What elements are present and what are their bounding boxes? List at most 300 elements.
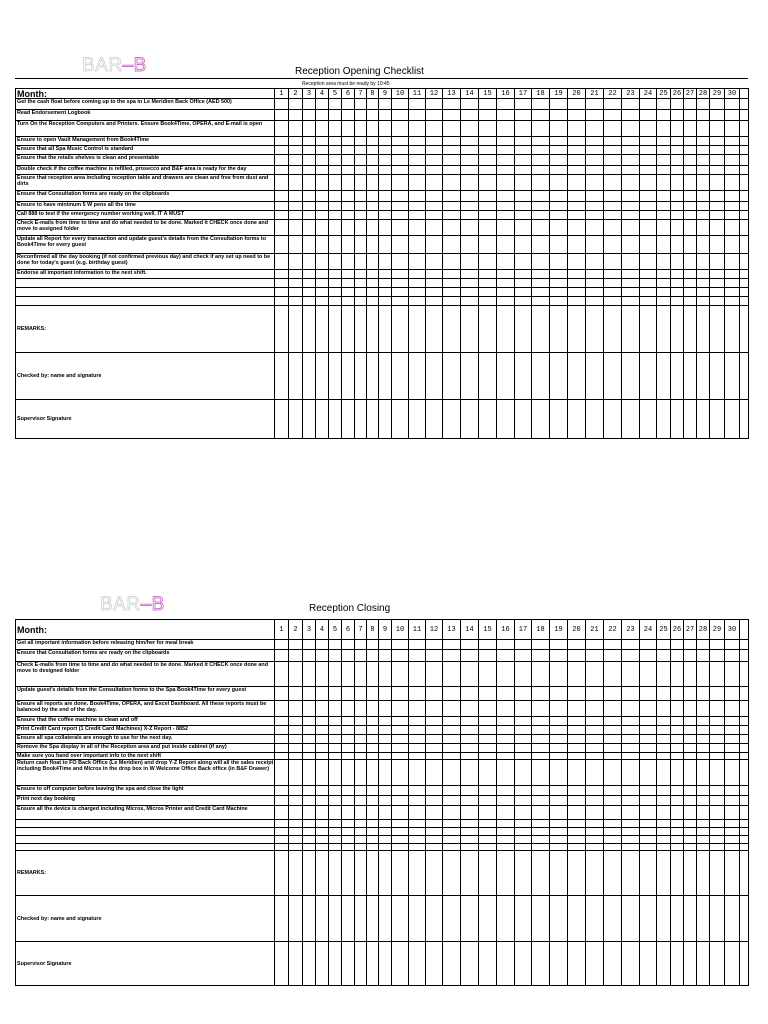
closing-check-cell[interactable] bbox=[586, 650, 604, 662]
opening-sign-cell[interactable] bbox=[342, 353, 355, 400]
opening-check-cell[interactable] bbox=[604, 202, 622, 211]
closing-check-cell[interactable] bbox=[710, 726, 725, 735]
closing-check-cell[interactable] bbox=[316, 650, 329, 662]
closing-check-cell[interactable] bbox=[289, 753, 303, 760]
opening-check-cell[interactable] bbox=[497, 155, 515, 166]
closing-check-cell[interactable] bbox=[622, 844, 640, 851]
opening-check-cell[interactable] bbox=[316, 288, 329, 297]
opening-check-cell[interactable] bbox=[479, 297, 497, 306]
opening-check-cell[interactable] bbox=[497, 202, 515, 211]
opening-check-cell[interactable] bbox=[479, 146, 497, 155]
closing-sign-cell[interactable] bbox=[367, 942, 379, 986]
closing-check-cell[interactable] bbox=[684, 650, 697, 662]
closing-check-cell[interactable] bbox=[515, 844, 532, 851]
closing-sign-cell[interactable] bbox=[671, 896, 684, 942]
opening-check-cell[interactable] bbox=[568, 110, 586, 121]
closing-check-cell[interactable] bbox=[684, 760, 697, 786]
closing-check-cell[interactable] bbox=[367, 836, 379, 844]
closing-check-cell[interactable] bbox=[604, 744, 622, 753]
opening-check-cell[interactable] bbox=[443, 191, 461, 202]
opening-check-cell[interactable] bbox=[740, 175, 749, 191]
closing-check-cell[interactable] bbox=[710, 828, 725, 836]
closing-sign-cell[interactable] bbox=[657, 942, 671, 986]
closing-sign-cell[interactable] bbox=[355, 851, 367, 896]
opening-check-cell[interactable] bbox=[740, 166, 749, 175]
opening-check-cell[interactable] bbox=[355, 288, 367, 297]
opening-check-cell[interactable] bbox=[409, 155, 426, 166]
opening-check-cell[interactable] bbox=[622, 155, 640, 166]
opening-check-cell[interactable] bbox=[586, 121, 604, 137]
closing-check-cell[interactable] bbox=[657, 662, 671, 687]
closing-check-cell[interactable] bbox=[443, 806, 461, 820]
closing-check-cell[interactable] bbox=[379, 640, 392, 650]
opening-check-cell[interactable] bbox=[379, 270, 392, 279]
closing-check-cell[interactable] bbox=[316, 640, 329, 650]
closing-check-cell[interactable] bbox=[316, 844, 329, 851]
opening-check-cell[interactable] bbox=[379, 211, 392, 220]
closing-check-cell[interactable] bbox=[367, 735, 379, 744]
closing-check-cell[interactable] bbox=[640, 650, 657, 662]
opening-check-cell[interactable] bbox=[640, 202, 657, 211]
closing-check-cell[interactable] bbox=[550, 640, 568, 650]
closing-check-cell[interactable] bbox=[532, 726, 550, 735]
opening-check-cell[interactable] bbox=[392, 166, 409, 175]
closing-check-cell[interactable] bbox=[671, 806, 684, 820]
opening-check-cell[interactable] bbox=[355, 146, 367, 155]
opening-check-cell[interactable] bbox=[355, 155, 367, 166]
closing-check-cell[interactable] bbox=[740, 786, 749, 796]
opening-check-cell[interactable] bbox=[379, 288, 392, 297]
closing-check-cell[interactable] bbox=[622, 662, 640, 687]
opening-check-cell[interactable] bbox=[379, 220, 392, 236]
opening-check-cell[interactable] bbox=[342, 110, 355, 121]
closing-check-cell[interactable] bbox=[497, 828, 515, 836]
opening-check-cell[interactable] bbox=[316, 137, 329, 146]
opening-check-cell[interactable] bbox=[355, 137, 367, 146]
closing-check-cell[interactable] bbox=[697, 786, 710, 796]
opening-check-cell[interactable] bbox=[622, 99, 640, 110]
closing-check-cell[interactable] bbox=[657, 836, 671, 844]
closing-check-cell[interactable] bbox=[697, 701, 710, 717]
opening-check-cell[interactable] bbox=[275, 99, 289, 110]
opening-check-cell[interactable] bbox=[640, 146, 657, 155]
closing-sign-cell[interactable] bbox=[379, 851, 392, 896]
opening-check-cell[interactable] bbox=[367, 279, 379, 288]
opening-check-cell[interactable] bbox=[515, 137, 532, 146]
opening-check-cell[interactable] bbox=[275, 155, 289, 166]
opening-check-cell[interactable] bbox=[443, 175, 461, 191]
closing-check-cell[interactable] bbox=[657, 844, 671, 851]
closing-check-cell[interactable] bbox=[379, 836, 392, 844]
closing-check-cell[interactable] bbox=[740, 796, 749, 806]
closing-check-cell[interactable] bbox=[289, 828, 303, 836]
opening-check-cell[interactable] bbox=[550, 297, 568, 306]
closing-check-cell[interactable] bbox=[640, 786, 657, 796]
closing-check-cell[interactable] bbox=[392, 844, 409, 851]
opening-check-cell[interactable] bbox=[740, 254, 749, 270]
opening-sign-cell[interactable] bbox=[479, 400, 497, 439]
opening-check-cell[interactable] bbox=[289, 191, 303, 202]
opening-check-cell[interactable] bbox=[640, 220, 657, 236]
closing-check-cell[interactable] bbox=[657, 735, 671, 744]
opening-check-cell[interactable] bbox=[740, 137, 749, 146]
closing-check-cell[interactable] bbox=[367, 640, 379, 650]
opening-check-cell[interactable] bbox=[367, 211, 379, 220]
opening-check-cell[interactable] bbox=[461, 211, 479, 220]
opening-check-cell[interactable] bbox=[725, 202, 740, 211]
opening-check-cell[interactable] bbox=[604, 175, 622, 191]
opening-sign-cell[interactable] bbox=[568, 353, 586, 400]
closing-sign-cell[interactable] bbox=[367, 851, 379, 896]
closing-check-cell[interactable] bbox=[461, 753, 479, 760]
opening-sign-cell[interactable] bbox=[550, 306, 568, 353]
closing-check-cell[interactable] bbox=[355, 760, 367, 786]
opening-check-cell[interactable] bbox=[622, 175, 640, 191]
closing-check-cell[interactable] bbox=[289, 744, 303, 753]
closing-sign-cell[interactable] bbox=[568, 942, 586, 986]
closing-check-cell[interactable] bbox=[671, 744, 684, 753]
opening-check-cell[interactable] bbox=[622, 236, 640, 254]
closing-check-cell[interactable] bbox=[443, 820, 461, 828]
closing-check-cell[interactable] bbox=[379, 760, 392, 786]
closing-check-cell[interactable] bbox=[604, 796, 622, 806]
opening-check-cell[interactable] bbox=[710, 202, 725, 211]
closing-check-cell[interactable] bbox=[497, 735, 515, 744]
closing-check-cell[interactable] bbox=[515, 806, 532, 820]
opening-check-cell[interactable] bbox=[367, 236, 379, 254]
closing-check-cell[interactable] bbox=[355, 717, 367, 726]
closing-check-cell[interactable] bbox=[550, 717, 568, 726]
closing-check-cell[interactable] bbox=[568, 806, 586, 820]
opening-check-cell[interactable] bbox=[622, 137, 640, 146]
opening-check-cell[interactable] bbox=[289, 211, 303, 220]
closing-check-cell[interactable] bbox=[550, 735, 568, 744]
opening-check-cell[interactable] bbox=[303, 279, 316, 288]
opening-check-cell[interactable] bbox=[367, 121, 379, 137]
closing-sign-cell[interactable] bbox=[379, 942, 392, 986]
opening-check-cell[interactable] bbox=[329, 175, 342, 191]
closing-check-cell[interactable] bbox=[697, 796, 710, 806]
opening-check-cell[interactable] bbox=[329, 146, 342, 155]
closing-check-cell[interactable] bbox=[568, 650, 586, 662]
opening-check-cell[interactable] bbox=[725, 254, 740, 270]
closing-check-cell[interactable] bbox=[316, 828, 329, 836]
opening-check-cell[interactable] bbox=[697, 110, 710, 121]
opening-check-cell[interactable] bbox=[740, 220, 749, 236]
opening-check-cell[interactable] bbox=[710, 191, 725, 202]
opening-check-cell[interactable] bbox=[329, 211, 342, 220]
opening-check-cell[interactable] bbox=[725, 211, 740, 220]
closing-check-cell[interactable] bbox=[342, 786, 355, 796]
closing-check-cell[interactable] bbox=[275, 753, 289, 760]
opening-check-cell[interactable] bbox=[409, 99, 426, 110]
closing-check-cell[interactable] bbox=[710, 844, 725, 851]
closing-check-cell[interactable] bbox=[657, 687, 671, 701]
opening-check-cell[interactable] bbox=[367, 202, 379, 211]
closing-check-cell[interactable] bbox=[640, 753, 657, 760]
closing-check-cell[interactable] bbox=[725, 828, 740, 836]
opening-check-cell[interactable] bbox=[550, 279, 568, 288]
opening-check-cell[interactable] bbox=[684, 155, 697, 166]
closing-check-cell[interactable] bbox=[725, 701, 740, 717]
closing-sign-cell[interactable] bbox=[515, 896, 532, 942]
closing-check-cell[interactable] bbox=[532, 806, 550, 820]
opening-check-cell[interactable] bbox=[515, 121, 532, 137]
closing-check-cell[interactable] bbox=[725, 640, 740, 650]
opening-check-cell[interactable] bbox=[342, 211, 355, 220]
closing-check-cell[interactable] bbox=[532, 844, 550, 851]
opening-check-cell[interactable] bbox=[604, 254, 622, 270]
opening-check-cell[interactable] bbox=[275, 211, 289, 220]
opening-check-cell[interactable] bbox=[342, 121, 355, 137]
opening-check-cell[interactable] bbox=[275, 220, 289, 236]
opening-check-cell[interactable] bbox=[443, 121, 461, 137]
opening-check-cell[interactable] bbox=[329, 99, 342, 110]
closing-check-cell[interactable] bbox=[550, 650, 568, 662]
closing-check-cell[interactable] bbox=[392, 820, 409, 828]
opening-check-cell[interactable] bbox=[329, 137, 342, 146]
closing-check-cell[interactable] bbox=[515, 828, 532, 836]
opening-check-cell[interactable] bbox=[515, 175, 532, 191]
closing-check-cell[interactable] bbox=[289, 820, 303, 828]
closing-check-cell[interactable] bbox=[697, 844, 710, 851]
closing-sign-cell[interactable] bbox=[684, 942, 697, 986]
closing-check-cell[interactable] bbox=[657, 796, 671, 806]
opening-check-cell[interactable] bbox=[532, 202, 550, 211]
opening-check-cell[interactable] bbox=[367, 297, 379, 306]
opening-sign-cell[interactable] bbox=[622, 400, 640, 439]
closing-check-cell[interactable] bbox=[461, 726, 479, 735]
closing-check-cell[interactable] bbox=[379, 844, 392, 851]
opening-check-cell[interactable] bbox=[725, 279, 740, 288]
opening-check-cell[interactable] bbox=[684, 99, 697, 110]
opening-check-cell[interactable] bbox=[329, 202, 342, 211]
opening-check-cell[interactable] bbox=[532, 146, 550, 155]
closing-check-cell[interactable] bbox=[303, 650, 316, 662]
closing-check-cell[interactable] bbox=[532, 744, 550, 753]
opening-check-cell[interactable] bbox=[671, 166, 684, 175]
closing-check-cell[interactable] bbox=[622, 820, 640, 828]
opening-check-cell[interactable] bbox=[497, 211, 515, 220]
closing-check-cell[interactable] bbox=[515, 726, 532, 735]
closing-sign-cell[interactable] bbox=[497, 942, 515, 986]
closing-check-cell[interactable] bbox=[355, 753, 367, 760]
opening-check-cell[interactable] bbox=[640, 110, 657, 121]
opening-check-cell[interactable] bbox=[640, 279, 657, 288]
closing-check-cell[interactable] bbox=[684, 753, 697, 760]
closing-check-cell[interactable] bbox=[426, 828, 443, 836]
opening-check-cell[interactable] bbox=[604, 220, 622, 236]
closing-sign-cell[interactable] bbox=[289, 942, 303, 986]
opening-check-cell[interactable] bbox=[684, 211, 697, 220]
closing-sign-cell[interactable] bbox=[275, 942, 289, 986]
closing-check-cell[interactable] bbox=[740, 701, 749, 717]
closing-check-cell[interactable] bbox=[550, 753, 568, 760]
closing-check-cell[interactable] bbox=[684, 726, 697, 735]
opening-sign-cell[interactable] bbox=[515, 353, 532, 400]
closing-check-cell[interactable] bbox=[379, 735, 392, 744]
closing-check-cell[interactable] bbox=[568, 640, 586, 650]
closing-check-cell[interactable] bbox=[289, 786, 303, 796]
opening-check-cell[interactable] bbox=[497, 297, 515, 306]
opening-check-cell[interactable] bbox=[303, 146, 316, 155]
opening-check-cell[interactable] bbox=[697, 99, 710, 110]
opening-check-cell[interactable] bbox=[568, 236, 586, 254]
closing-sign-cell[interactable] bbox=[329, 896, 342, 942]
opening-check-cell[interactable] bbox=[568, 121, 586, 137]
closing-check-cell[interactable] bbox=[355, 806, 367, 820]
opening-check-cell[interactable] bbox=[515, 220, 532, 236]
closing-check-cell[interactable] bbox=[479, 753, 497, 760]
opening-check-cell[interactable] bbox=[725, 175, 740, 191]
closing-check-cell[interactable] bbox=[461, 820, 479, 828]
opening-check-cell[interactable] bbox=[725, 155, 740, 166]
closing-check-cell[interactable] bbox=[329, 844, 342, 851]
opening-check-cell[interactable] bbox=[392, 110, 409, 121]
closing-check-cell[interactable] bbox=[586, 806, 604, 820]
closing-check-cell[interactable] bbox=[740, 687, 749, 701]
closing-check-cell[interactable] bbox=[316, 726, 329, 735]
closing-check-cell[interactable] bbox=[710, 735, 725, 744]
closing-check-cell[interactable] bbox=[515, 796, 532, 806]
closing-check-cell[interactable] bbox=[622, 726, 640, 735]
closing-check-cell[interactable] bbox=[622, 806, 640, 820]
closing-check-cell[interactable] bbox=[604, 753, 622, 760]
closing-check-cell[interactable] bbox=[379, 744, 392, 753]
closing-check-cell[interactable] bbox=[275, 717, 289, 726]
opening-check-cell[interactable] bbox=[379, 137, 392, 146]
opening-check-cell[interactable] bbox=[532, 175, 550, 191]
closing-check-cell[interactable] bbox=[367, 760, 379, 786]
closing-check-cell[interactable] bbox=[367, 806, 379, 820]
closing-check-cell[interactable] bbox=[640, 796, 657, 806]
opening-check-cell[interactable] bbox=[697, 146, 710, 155]
opening-check-cell[interactable] bbox=[671, 99, 684, 110]
opening-check-cell[interactable] bbox=[586, 236, 604, 254]
opening-check-cell[interactable] bbox=[740, 211, 749, 220]
closing-check-cell[interactable] bbox=[497, 760, 515, 786]
closing-check-cell[interactable] bbox=[684, 640, 697, 650]
closing-check-cell[interactable] bbox=[461, 836, 479, 844]
opening-check-cell[interactable] bbox=[367, 166, 379, 175]
closing-check-cell[interactable] bbox=[697, 726, 710, 735]
opening-sign-cell[interactable] bbox=[392, 306, 409, 353]
closing-check-cell[interactable] bbox=[275, 744, 289, 753]
opening-sign-cell[interactable] bbox=[392, 400, 409, 439]
opening-check-cell[interactable] bbox=[532, 211, 550, 220]
closing-check-cell[interactable] bbox=[342, 662, 355, 687]
closing-check-cell[interactable] bbox=[671, 687, 684, 701]
closing-check-cell[interactable] bbox=[710, 662, 725, 687]
closing-sign-cell[interactable] bbox=[426, 896, 443, 942]
closing-check-cell[interactable] bbox=[479, 806, 497, 820]
closing-check-cell[interactable] bbox=[622, 760, 640, 786]
closing-sign-cell[interactable] bbox=[532, 942, 550, 986]
closing-check-cell[interactable] bbox=[355, 687, 367, 701]
closing-check-cell[interactable] bbox=[392, 726, 409, 735]
opening-check-cell[interactable] bbox=[604, 166, 622, 175]
closing-check-cell[interactable] bbox=[640, 820, 657, 828]
closing-check-cell[interactable] bbox=[725, 820, 740, 828]
closing-check-cell[interactable] bbox=[640, 662, 657, 687]
opening-check-cell[interactable] bbox=[622, 254, 640, 270]
opening-check-cell[interactable] bbox=[622, 279, 640, 288]
closing-check-cell[interactable] bbox=[684, 735, 697, 744]
closing-check-cell[interactable] bbox=[367, 650, 379, 662]
closing-sign-cell[interactable] bbox=[303, 896, 316, 942]
opening-check-cell[interactable] bbox=[443, 220, 461, 236]
closing-check-cell[interactable] bbox=[550, 726, 568, 735]
closing-check-cell[interactable] bbox=[409, 650, 426, 662]
closing-check-cell[interactable] bbox=[426, 796, 443, 806]
closing-check-cell[interactable] bbox=[443, 687, 461, 701]
closing-check-cell[interactable] bbox=[515, 640, 532, 650]
closing-check-cell[interactable] bbox=[622, 828, 640, 836]
closing-check-cell[interactable] bbox=[515, 687, 532, 701]
opening-check-cell[interactable] bbox=[329, 121, 342, 137]
closing-sign-cell[interactable] bbox=[604, 896, 622, 942]
opening-sign-cell[interactable] bbox=[329, 353, 342, 400]
closing-check-cell[interactable] bbox=[622, 717, 640, 726]
opening-check-cell[interactable] bbox=[479, 137, 497, 146]
opening-check-cell[interactable] bbox=[568, 137, 586, 146]
closing-check-cell[interactable] bbox=[461, 717, 479, 726]
opening-check-cell[interactable] bbox=[640, 254, 657, 270]
opening-sign-cell[interactable] bbox=[740, 400, 749, 439]
closing-check-cell[interactable] bbox=[684, 836, 697, 844]
opening-check-cell[interactable] bbox=[515, 297, 532, 306]
opening-check-cell[interactable] bbox=[710, 99, 725, 110]
opening-check-cell[interactable] bbox=[409, 166, 426, 175]
opening-check-cell[interactable] bbox=[275, 236, 289, 254]
opening-check-cell[interactable] bbox=[426, 270, 443, 279]
opening-check-cell[interactable] bbox=[409, 297, 426, 306]
closing-check-cell[interactable] bbox=[392, 650, 409, 662]
closing-check-cell[interactable] bbox=[392, 662, 409, 687]
closing-check-cell[interactable] bbox=[409, 760, 426, 786]
opening-check-cell[interactable] bbox=[550, 137, 568, 146]
closing-check-cell[interactable] bbox=[275, 687, 289, 701]
opening-check-cell[interactable] bbox=[697, 288, 710, 297]
opening-check-cell[interactable] bbox=[461, 270, 479, 279]
closing-check-cell[interactable] bbox=[684, 687, 697, 701]
closing-check-cell[interactable] bbox=[426, 662, 443, 687]
closing-check-cell[interactable] bbox=[426, 650, 443, 662]
opening-check-cell[interactable] bbox=[568, 288, 586, 297]
opening-check-cell[interactable] bbox=[532, 191, 550, 202]
opening-check-cell[interactable] bbox=[303, 254, 316, 270]
opening-check-cell[interactable] bbox=[497, 137, 515, 146]
opening-check-cell[interactable] bbox=[740, 297, 749, 306]
closing-check-cell[interactable] bbox=[622, 640, 640, 650]
opening-sign-cell[interactable] bbox=[725, 306, 740, 353]
closing-sign-cell[interactable] bbox=[342, 851, 355, 896]
opening-check-cell[interactable] bbox=[710, 254, 725, 270]
closing-check-cell[interactable] bbox=[355, 786, 367, 796]
closing-check-cell[interactable] bbox=[342, 806, 355, 820]
closing-check-cell[interactable] bbox=[409, 662, 426, 687]
opening-sign-cell[interactable] bbox=[392, 353, 409, 400]
closing-check-cell[interactable] bbox=[461, 701, 479, 717]
opening-check-cell[interactable] bbox=[604, 279, 622, 288]
opening-check-cell[interactable] bbox=[604, 270, 622, 279]
opening-check-cell[interactable] bbox=[671, 175, 684, 191]
opening-check-cell[interactable] bbox=[367, 220, 379, 236]
opening-check-cell[interactable] bbox=[622, 297, 640, 306]
closing-check-cell[interactable] bbox=[409, 828, 426, 836]
closing-check-cell[interactable] bbox=[329, 687, 342, 701]
opening-check-cell[interactable] bbox=[329, 254, 342, 270]
